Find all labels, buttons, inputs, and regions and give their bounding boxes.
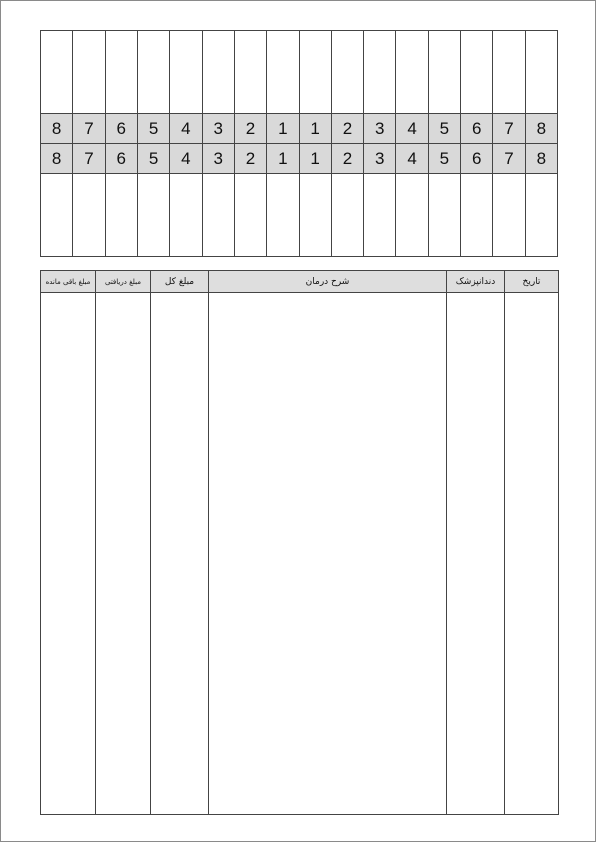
upper-tooth-cell[interactable]: [428, 31, 460, 114]
header-dentist: دندانپزشک: [447, 271, 505, 293]
upper-tooth-cell[interactable]: [73, 31, 105, 114]
lower-tooth-number: 5: [428, 144, 460, 174]
lower-tooth-number: 8: [41, 144, 73, 174]
header-date: تاریخ: [505, 271, 559, 293]
upper-tooth-number: 2: [234, 114, 266, 144]
lower-tooth-cell[interactable]: [267, 174, 299, 257]
upper-tooth-cell[interactable]: [461, 31, 493, 114]
lower-tooth-number: 7: [493, 144, 525, 174]
upper-tooth-cell[interactable]: [267, 31, 299, 114]
lower-tooth-cell[interactable]: [234, 174, 266, 257]
upper-tooth-number: 7: [493, 114, 525, 144]
remaining-amount-cell[interactable]: [41, 293, 96, 815]
upper-tooth-number: 4: [170, 114, 202, 144]
upper-tooth-number: 6: [461, 114, 493, 144]
upper-tooth-number: 3: [202, 114, 234, 144]
lower-tooth-number: 1: [267, 144, 299, 174]
lower-tooth-number: 3: [364, 144, 396, 174]
upper-tooth-number: 7: [73, 114, 105, 144]
upper-tooth-cell[interactable]: [493, 31, 525, 114]
upper-tooth-number: 2: [331, 114, 363, 144]
lower-tooth-cell[interactable]: [41, 174, 73, 257]
lower-tooth-number: 5: [137, 144, 169, 174]
treatment-log-body-row: [41, 293, 559, 815]
upper-tooth-cell[interactable]: [331, 31, 363, 114]
header-received-amount: مبلغ دریافتی: [96, 271, 151, 293]
lower-tooth-cell[interactable]: [428, 174, 460, 257]
lower-tooth-cell[interactable]: [331, 174, 363, 257]
upper-tooth-number: 3: [364, 114, 396, 144]
upper-tooth-cell[interactable]: [396, 31, 428, 114]
lower-blank-row: [41, 174, 558, 257]
header-remaining-amount: مبلغ باقی مانده: [41, 271, 96, 293]
upper-blank-row: [41, 31, 558, 114]
upper-tooth-number: 5: [137, 114, 169, 144]
tooth-chart: [40, 30, 558, 257]
upper-tooth-number: 6: [105, 114, 137, 144]
lower-tooth-cell[interactable]: [170, 174, 202, 257]
lower-tooth-number: 4: [396, 144, 428, 174]
lower-tooth-number: 3: [202, 144, 234, 174]
upper-tooth-number: 8: [41, 114, 73, 144]
lower-tooth-number: 7: [73, 144, 105, 174]
lower-tooth-number: 2: [234, 144, 266, 174]
upper-tooth-number: 4: [396, 114, 428, 144]
lower-tooth-cell[interactable]: [396, 174, 428, 257]
lower-tooth-number: 4: [170, 144, 202, 174]
upper-tooth-number-row: [41, 114, 558, 144]
upper-tooth-cell[interactable]: [364, 31, 396, 114]
lower-tooth-cell[interactable]: [364, 174, 396, 257]
lower-tooth-number: 1: [299, 144, 331, 174]
upper-tooth-cell[interactable]: [105, 31, 137, 114]
upper-tooth-cell[interactable]: [525, 31, 557, 114]
upper-tooth-number: 5: [428, 114, 460, 144]
dentist-cell[interactable]: [447, 293, 505, 815]
upper-tooth-cell[interactable]: [137, 31, 169, 114]
lower-tooth-cell[interactable]: [461, 174, 493, 257]
header-total-amount: مبلغ کل: [151, 271, 209, 293]
lower-tooth-cell[interactable]: [525, 174, 557, 257]
upper-tooth-number: 1: [267, 114, 299, 144]
total-amount-cell[interactable]: [151, 293, 209, 815]
treatment-log-table: [40, 270, 559, 815]
lower-tooth-cell[interactable]: [137, 174, 169, 257]
upper-tooth-number: 1: [299, 114, 331, 144]
upper-tooth-cell[interactable]: [202, 31, 234, 114]
lower-tooth-cell[interactable]: [299, 174, 331, 257]
lower-tooth-number: 8: [525, 144, 557, 174]
upper-tooth-cell[interactable]: [299, 31, 331, 114]
lower-tooth-number: 2: [331, 144, 363, 174]
header-treatment-description: شرح درمان: [209, 271, 447, 293]
lower-tooth-number: 6: [461, 144, 493, 174]
lower-tooth-cell[interactable]: [73, 174, 105, 257]
lower-tooth-number-row: [41, 144, 558, 174]
lower-tooth-cell[interactable]: [105, 174, 137, 257]
treatment-description-cell[interactable]: [209, 293, 447, 815]
upper-tooth-cell[interactable]: [234, 31, 266, 114]
upper-tooth-cell[interactable]: [170, 31, 202, 114]
received-amount-cell[interactable]: [96, 293, 151, 815]
date-cell[interactable]: [505, 293, 559, 815]
upper-tooth-cell[interactable]: [41, 31, 73, 114]
lower-tooth-cell[interactable]: [202, 174, 234, 257]
treatment-log-header-row: [41, 271, 559, 293]
lower-tooth-cell[interactable]: [493, 174, 525, 257]
lower-tooth-number: 6: [105, 144, 137, 174]
upper-tooth-number: 8: [525, 114, 557, 144]
